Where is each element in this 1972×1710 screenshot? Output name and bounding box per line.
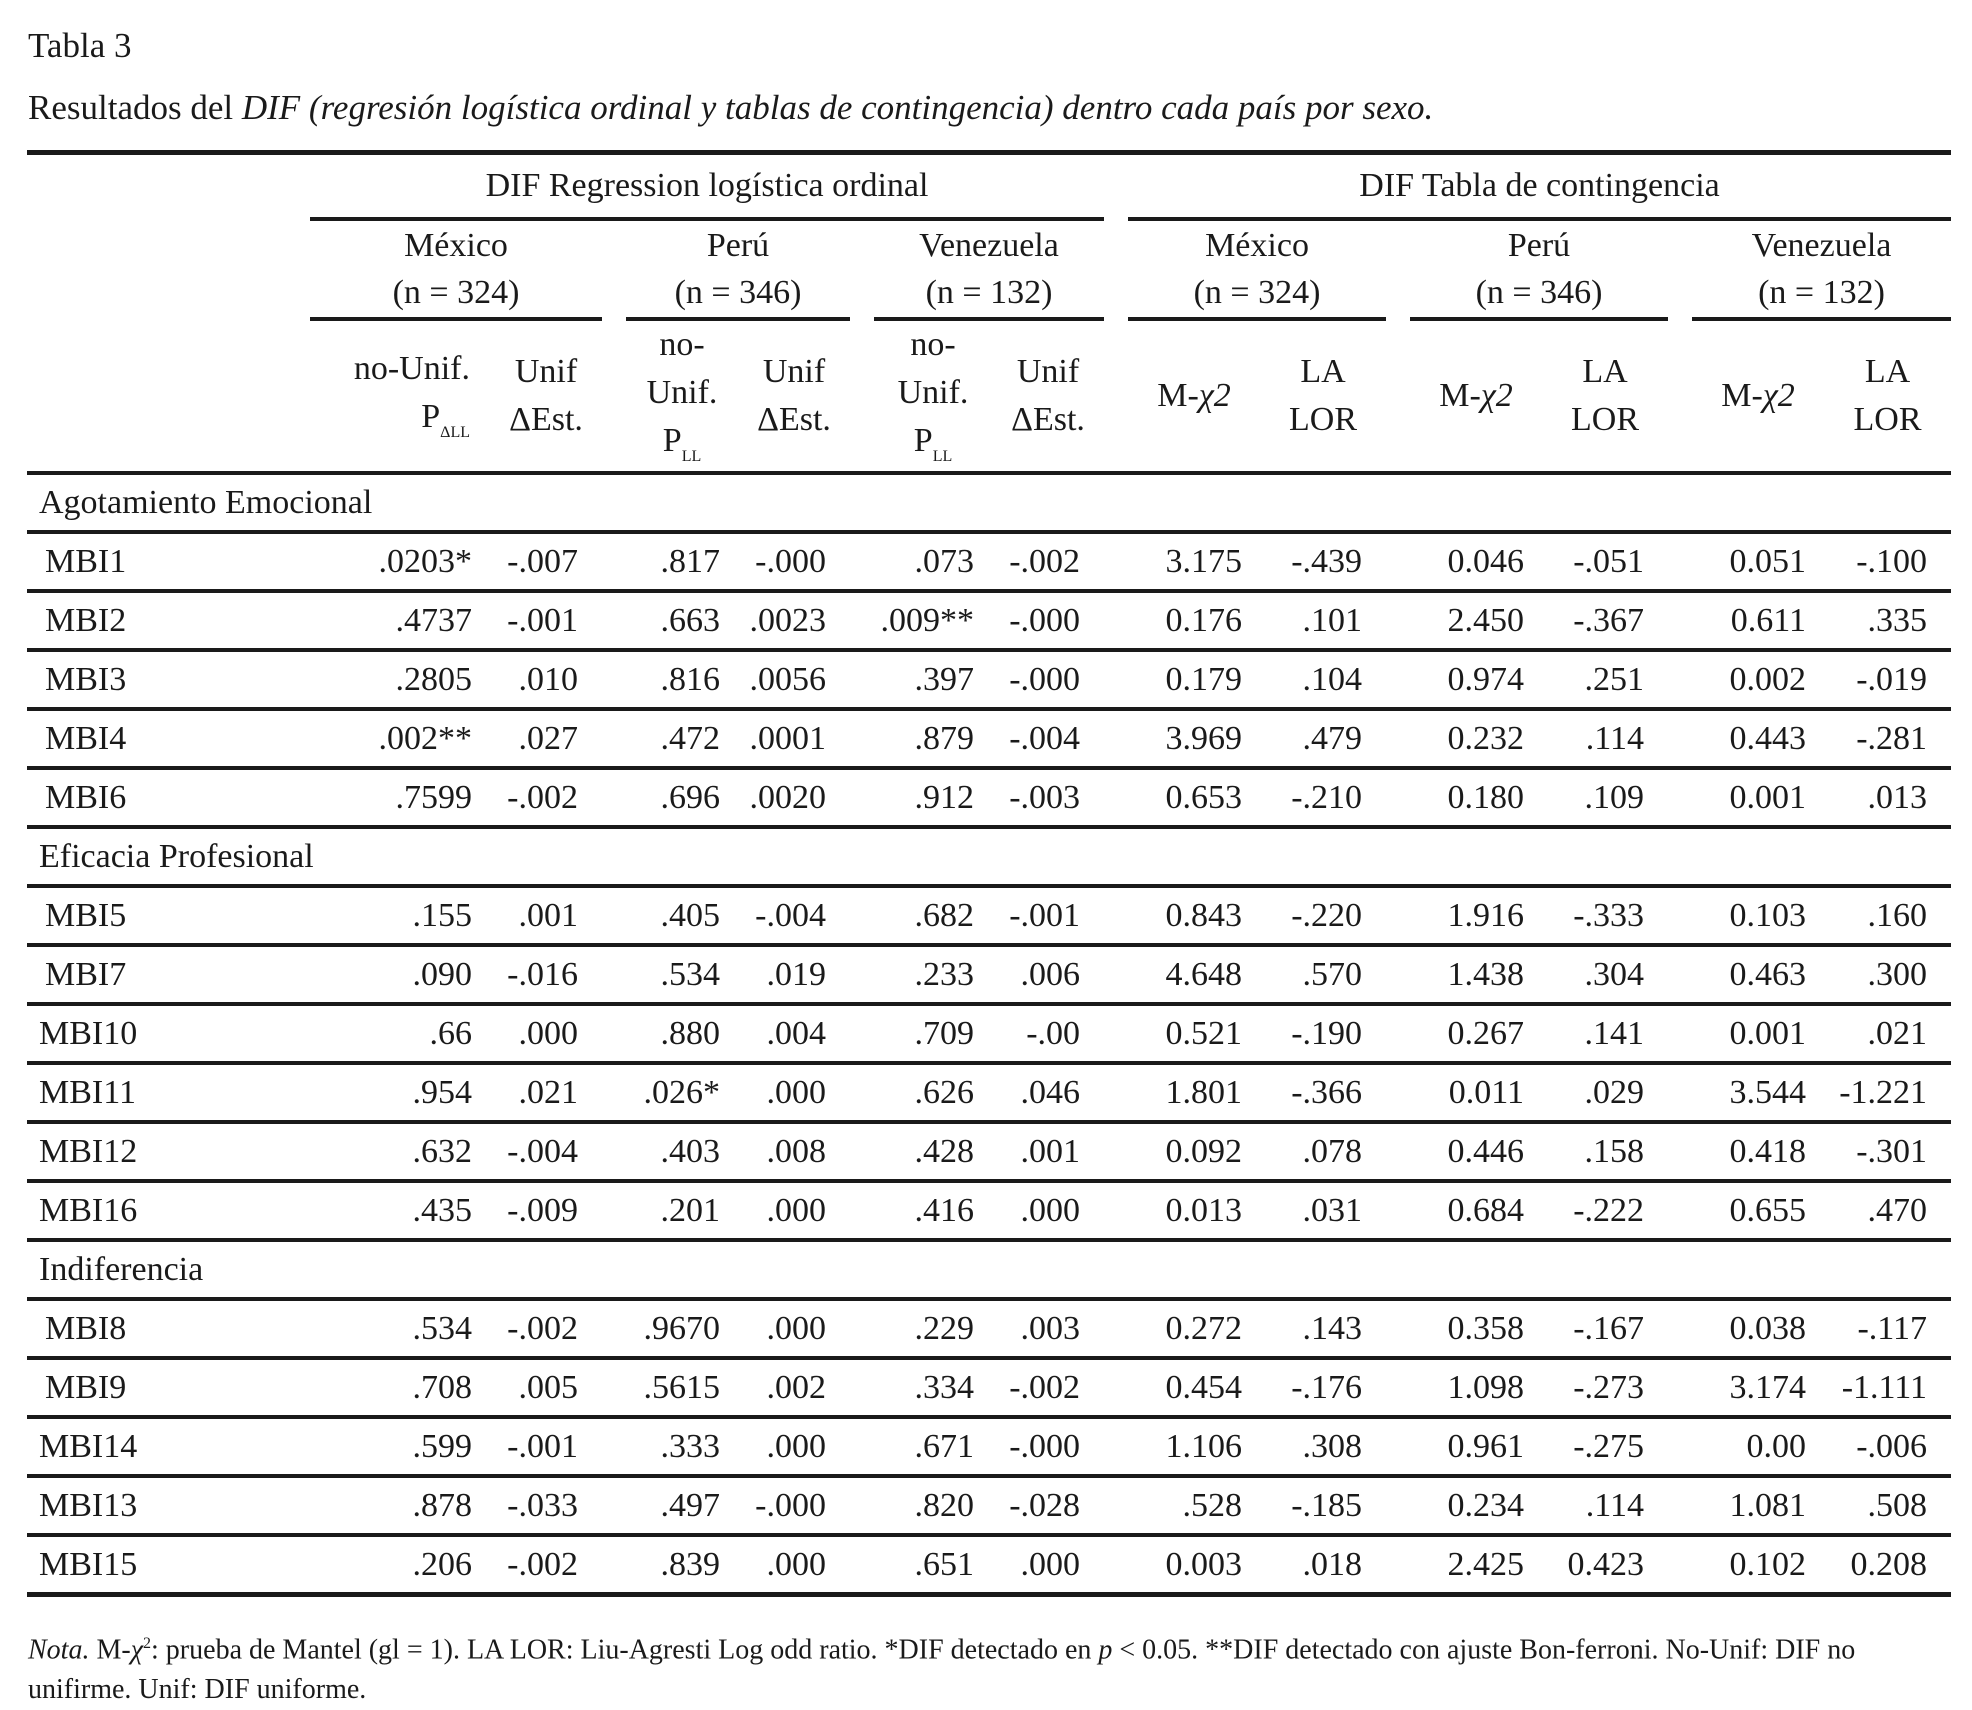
- col-ven-unif: Unif ΔEst.: [1011, 353, 1085, 438]
- table-cell: 0.001: [1692, 768, 1824, 827]
- table-cell: 2.450: [1410, 591, 1542, 650]
- table-cell: .839: [626, 1535, 738, 1595]
- table-note: Nota. $M-\chi^2$: prueba de Mantel (gl = 1). LA LOR: Liu-Agresti Log odd ratio. *DIF detectado en p < 0.05. **DIF detectado con ajuste Bon-ferroni. No-Unif: DIF no unifirme. Unif: DIF uniforme.: [28, 1634, 1856, 1706]
- table-cell: 0.454: [1128, 1358, 1260, 1417]
- section-header-row: [27, 473, 1951, 532]
- table-cell: .001: [490, 886, 602, 945]
- item-label: MBI9: [27, 1358, 310, 1417]
- table-cell: 1.916: [1410, 886, 1542, 945]
- table-cell: -.117: [1824, 1299, 1951, 1358]
- table-cell: 0.011: [1410, 1063, 1542, 1122]
- section-label: Eficacia Profesional: [27, 827, 1951, 886]
- table-cell: 0.234: [1410, 1476, 1542, 1535]
- table-cell: -.002: [490, 1535, 602, 1595]
- table-cell: .000: [738, 1299, 850, 1358]
- table-cell: .428: [874, 1122, 992, 1181]
- table-cell: .002**: [310, 709, 490, 768]
- table-cell: 0.611: [1692, 591, 1824, 650]
- table-cell: -.016: [490, 945, 602, 1004]
- table-cell: .626: [874, 1063, 992, 1122]
- table-cell: -.100: [1824, 532, 1951, 591]
- table-cell: .817: [626, 532, 738, 591]
- table-cell: 0.046: [1410, 532, 1542, 591]
- item-label: MBI16: [27, 1181, 310, 1240]
- country-header-mexico-reg: México (n = 324): [310, 219, 602, 319]
- table-cell: .878: [310, 1476, 490, 1535]
- table-cell: .696: [626, 768, 738, 827]
- table-cell: .304: [1542, 945, 1668, 1004]
- table-cell: -.006: [1824, 1417, 1951, 1476]
- table-cell: .879: [874, 709, 992, 768]
- table-cell: -.281: [1824, 709, 1951, 768]
- table-cell: -.210: [1260, 768, 1386, 827]
- table-cell: 0.358: [1410, 1299, 1542, 1358]
- table-cell: -.051: [1542, 532, 1668, 591]
- table-cell: 0.00: [1692, 1417, 1824, 1476]
- table-cell: .308: [1260, 1417, 1386, 1476]
- table-cell: .334: [874, 1358, 992, 1417]
- table-cell: -.004: [992, 709, 1104, 768]
- table-cell: .000: [738, 1417, 850, 1476]
- table-cell: .019: [738, 945, 850, 1004]
- table-cell: 0.092: [1128, 1122, 1260, 1181]
- table-cell: .078: [1260, 1122, 1386, 1181]
- table-cell: -.000: [738, 532, 850, 591]
- table-cell: .104: [1260, 650, 1386, 709]
- table-cell: .405: [626, 886, 738, 945]
- table-cell: -.222: [1542, 1181, 1668, 1240]
- table-cell: .632: [310, 1122, 490, 1181]
- table-cell: .9670: [626, 1299, 738, 1358]
- table-row: [27, 1535, 1951, 1595]
- table-row: [27, 1004, 1951, 1063]
- table-cell: .005: [490, 1358, 602, 1417]
- header-column-row: [27, 319, 1951, 473]
- table-cell: 1.081: [1692, 1476, 1824, 1535]
- table-row: [27, 1358, 1951, 1417]
- item-label: MBI6: [27, 768, 310, 827]
- table-cell: .651: [874, 1535, 992, 1595]
- group-header-regression: DIF Regression logística ordinal: [310, 153, 1104, 220]
- table-cell: .000: [490, 1004, 602, 1063]
- table-cell: 0.423: [1542, 1535, 1668, 1595]
- col-per-unif: Unif ΔEst.: [757, 353, 831, 438]
- table-cell: .018: [1260, 1535, 1386, 1595]
- table-cell: 0.176: [1128, 591, 1260, 650]
- table-cell: .416: [874, 1181, 992, 1240]
- table-cell: 0.653: [1128, 768, 1260, 827]
- table-cell: 3.175: [1128, 532, 1260, 591]
- table-cell: 0.684: [1410, 1181, 1542, 1240]
- table-cell: .333: [626, 1417, 738, 1476]
- country-header-mexico-cont: México (n = 324): [1128, 219, 1386, 319]
- table-cell: 0.418: [1692, 1122, 1824, 1181]
- table-cell: .671: [874, 1417, 992, 1476]
- table-cell: -1.221: [1824, 1063, 1951, 1122]
- table-cell: -.220: [1260, 886, 1386, 945]
- table-cell: .000: [992, 1181, 1104, 1240]
- table-row: [27, 886, 1951, 945]
- table-cell: .0001: [738, 709, 850, 768]
- country-header-peru-cont: Perú (n = 346): [1410, 219, 1668, 319]
- col-ven-nonunif: no- Unif. $P_{LL}$: [897, 326, 969, 465]
- table-cell: .000: [738, 1535, 850, 1595]
- table-cell: -.190: [1260, 1004, 1386, 1063]
- table-cell: 1.106: [1128, 1417, 1260, 1476]
- table-cell: .114: [1542, 709, 1668, 768]
- table-cell: 0.463: [1692, 945, 1824, 1004]
- table-cell: .073: [874, 532, 992, 591]
- header-country-row: [27, 219, 1951, 319]
- table-cell: .233: [874, 945, 992, 1004]
- table-cell: -.002: [992, 1358, 1104, 1417]
- table-cell: -.001: [490, 1417, 602, 1476]
- table-cell: .031: [1260, 1181, 1386, 1240]
- col-per-nonunif: no- Unif. $P_{LL}$: [646, 326, 718, 465]
- table-cell: .479: [1260, 709, 1386, 768]
- table-cell: -.000: [738, 1476, 850, 1535]
- table-cell: .820: [874, 1476, 992, 1535]
- table-cell: -.333: [1542, 886, 1668, 945]
- table-cell: .201: [626, 1181, 738, 1240]
- table-cell: .599: [310, 1417, 490, 1476]
- table-cell: .470: [1824, 1181, 1951, 1240]
- table-cell: .880: [626, 1004, 738, 1063]
- table-cell: .397: [874, 650, 992, 709]
- section-header-row: [27, 1240, 1951, 1299]
- table-cell: .008: [738, 1122, 850, 1181]
- table-cell: -.004: [490, 1122, 602, 1181]
- table-cell: 0.180: [1410, 768, 1542, 827]
- table-cell: .000: [738, 1181, 850, 1240]
- table-cell: -.367: [1542, 591, 1668, 650]
- country-header-peru-reg: Perú (n = 346): [626, 219, 850, 319]
- group-header-contingency: DIF Tabla de contingencia: [1128, 153, 1951, 220]
- item-label: MBI10: [27, 1004, 310, 1063]
- table-cell: .682: [874, 886, 992, 945]
- table-cell: .000: [738, 1063, 850, 1122]
- table-row: [27, 1122, 1951, 1181]
- table-cell: .7599: [310, 768, 490, 827]
- table-cell: 1.438: [1410, 945, 1542, 1004]
- table-cell: .002: [738, 1358, 850, 1417]
- table-cell: -.002: [992, 532, 1104, 591]
- table-cell: -.028: [992, 1476, 1104, 1535]
- table-cell: 0.267: [1410, 1004, 1542, 1063]
- item-label: MBI2: [27, 591, 310, 650]
- table-cell: .335: [1824, 591, 1951, 650]
- table-cell: .912: [874, 768, 992, 827]
- table-cell: 0.443: [1692, 709, 1824, 768]
- item-label: MBI1: [27, 532, 310, 591]
- item-label: MBI12: [27, 1122, 310, 1181]
- table-body: [27, 473, 1951, 1595]
- table-cell: .534: [310, 1299, 490, 1358]
- table-cell: .026*: [626, 1063, 738, 1122]
- table-cell: .206: [310, 1535, 490, 1595]
- table-cell: 0.446: [1410, 1122, 1542, 1181]
- table-cell: .300: [1824, 945, 1951, 1004]
- table-cell: -.167: [1542, 1299, 1668, 1358]
- table-cell: -.007: [490, 532, 602, 591]
- col-mex-lalor: LA LOR: [1289, 353, 1358, 438]
- table-cell: -.275: [1542, 1417, 1668, 1476]
- country-header-venezuela-reg: Venezuela (n = 132): [874, 219, 1104, 319]
- table-row: [27, 650, 1951, 709]
- table-cell: .435: [310, 1181, 490, 1240]
- item-label: MBI5: [27, 886, 310, 945]
- table-cell: 0.232: [1410, 709, 1542, 768]
- table-cell: .143: [1260, 1299, 1386, 1358]
- table-cell: .029: [1542, 1063, 1668, 1122]
- table-cell: -.033: [490, 1476, 602, 1535]
- table-cell: -.176: [1260, 1358, 1386, 1417]
- table-cell: .006: [992, 945, 1104, 1004]
- table-cell: .021: [490, 1063, 602, 1122]
- table-cell: 2.425: [1410, 1535, 1542, 1595]
- table-cell: 3.544: [1692, 1063, 1824, 1122]
- header-group-row: [27, 153, 1951, 220]
- item-label: MBI7: [27, 945, 310, 1004]
- country-header-venezuela-cont: Venezuela (n = 132): [1692, 219, 1951, 319]
- table-cell: .251: [1542, 650, 1668, 709]
- table-cell: .4737: [310, 591, 490, 650]
- section-header-row: [27, 827, 1951, 886]
- table-cell: -.185: [1260, 1476, 1386, 1535]
- table-cell: 3.969: [1128, 709, 1260, 768]
- header-empty: [27, 153, 310, 220]
- table-cell: .0056: [738, 650, 850, 709]
- table-row: [27, 1181, 1951, 1240]
- table-cell: -.439: [1260, 532, 1386, 591]
- table-cell: .954: [310, 1063, 490, 1122]
- table-cell: .708: [310, 1358, 490, 1417]
- table-cell: .66: [310, 1004, 490, 1063]
- table-cell: .2805: [310, 650, 490, 709]
- table-cell: .0023: [738, 591, 850, 650]
- item-label: MBI8: [27, 1299, 310, 1358]
- table-cell: -.001: [992, 886, 1104, 945]
- table-cell: -.000: [992, 1417, 1104, 1476]
- table-cell: .003: [992, 1299, 1104, 1358]
- table-cell: .090: [310, 945, 490, 1004]
- col-ven-lalor: LA LOR: [1853, 353, 1922, 438]
- table-cell: 0.521: [1128, 1004, 1260, 1063]
- table-row: [27, 591, 1951, 650]
- table-cell: .403: [626, 1122, 738, 1181]
- table-cell: 0.051: [1692, 532, 1824, 591]
- dif-results-table: [27, 150, 1951, 1597]
- table-title-plain: Resultados del: [28, 88, 242, 127]
- table-cell: .472: [626, 709, 738, 768]
- table-cell: .229: [874, 1299, 992, 1358]
- table-cell: .109: [1542, 768, 1668, 827]
- table-cell: -.366: [1260, 1063, 1386, 1122]
- table-cell: -.001: [490, 591, 602, 650]
- table-row: [27, 1476, 1951, 1535]
- table-cell: 0.103: [1692, 886, 1824, 945]
- table-cell: .497: [626, 1476, 738, 1535]
- table-cell: .158: [1542, 1122, 1668, 1181]
- item-label: MBI13: [27, 1476, 310, 1535]
- table-cell: .004: [738, 1004, 850, 1063]
- section-label: Indiferencia: [27, 1240, 1951, 1299]
- table-cell: -.000: [992, 591, 1104, 650]
- table-cell: .046: [992, 1063, 1104, 1122]
- table-cell: -.273: [1542, 1358, 1668, 1417]
- col-mex-unif: Unif ΔEst.: [509, 353, 583, 438]
- section-label: Agotamiento Emocional: [27, 473, 1951, 532]
- table-cell: .570: [1260, 945, 1386, 1004]
- table-row: [27, 709, 1951, 768]
- table-cell: .528: [1128, 1476, 1260, 1535]
- table-cell: .155: [310, 886, 490, 945]
- table-title-italic: DIF (regresión logística ordinal y tablas de contingencia) dentro cada país por sexo.: [241, 88, 1434, 127]
- table-cell: 0.003: [1128, 1535, 1260, 1595]
- table-cell: -.301: [1824, 1122, 1951, 1181]
- table-cell: .101: [1260, 591, 1386, 650]
- table-cell: -.00: [992, 1004, 1104, 1063]
- table-row: [27, 1299, 1951, 1358]
- table-cell: 0.208: [1824, 1535, 1951, 1595]
- table-cell: -.009: [490, 1181, 602, 1240]
- table-cell: .534: [626, 945, 738, 1004]
- table-cell: .001: [992, 1122, 1104, 1181]
- table-row: [27, 768, 1951, 827]
- table-cell: .000: [992, 1535, 1104, 1595]
- table-cell: -.019: [1824, 650, 1951, 709]
- table-cell: .709: [874, 1004, 992, 1063]
- table-cell: 0.974: [1410, 650, 1542, 709]
- table-cell: 0.102: [1692, 1535, 1824, 1595]
- item-label: MBI4: [27, 709, 310, 768]
- table-cell: -.000: [992, 650, 1104, 709]
- table-cell: 0.272: [1128, 1299, 1260, 1358]
- table-cell: .0203*: [310, 532, 490, 591]
- table-cell: .027: [490, 709, 602, 768]
- table-cell: .816: [626, 650, 738, 709]
- table-cell: .021: [1824, 1004, 1951, 1063]
- table-cell: .141: [1542, 1004, 1668, 1063]
- table-cell: .5615: [626, 1358, 738, 1417]
- table-cell: 3.174: [1692, 1358, 1824, 1417]
- table-cell: .508: [1824, 1476, 1951, 1535]
- col-mex-nonunif: no-Unif. $P_{\Delta LL}$: [353, 350, 470, 441]
- table-cell: .663: [626, 591, 738, 650]
- table-cell: 1.801: [1128, 1063, 1260, 1122]
- table-cell: .160: [1824, 886, 1951, 945]
- table-cell: .009**: [874, 591, 992, 650]
- item-label: MBI3: [27, 650, 310, 709]
- table-row: [27, 945, 1951, 1004]
- table-cell: 0.961: [1410, 1417, 1542, 1476]
- table-row: [27, 532, 1951, 591]
- col-ven-mchi2: M-χ2: [1721, 377, 1795, 414]
- table-cell: 0.002: [1692, 650, 1824, 709]
- table-label: Tabla 3: [28, 26, 132, 65]
- table-cell: 0.655: [1692, 1181, 1824, 1240]
- table-cell: .013: [1824, 768, 1951, 827]
- table-cell: -.003: [992, 768, 1104, 827]
- item-label: MBI14: [27, 1417, 310, 1476]
- table-cell: 0.843: [1128, 886, 1260, 945]
- table-cell: .0020: [738, 768, 850, 827]
- table-cell: -.004: [738, 886, 850, 945]
- item-label: MBI15: [27, 1535, 310, 1595]
- table-cell: .114: [1542, 1476, 1668, 1535]
- table-cell: 0.179: [1128, 650, 1260, 709]
- col-mex-mchi2: M-χ2: [1157, 377, 1231, 414]
- item-label: MBI11: [27, 1063, 310, 1122]
- table-row: [27, 1417, 1951, 1476]
- table-title: [28, 86, 1433, 130]
- col-per-lalor: LA LOR: [1571, 353, 1640, 438]
- table-cell: -.002: [490, 768, 602, 827]
- table-cell: .010: [490, 650, 602, 709]
- col-per-mchi2: M-χ2: [1439, 377, 1513, 414]
- table-row: [27, 1063, 1951, 1122]
- table-cell: 0.038: [1692, 1299, 1824, 1358]
- table-cell: 0.001: [1692, 1004, 1824, 1063]
- table-cell: -.002: [490, 1299, 602, 1358]
- table-cell: 0.013: [1128, 1181, 1260, 1240]
- table-cell: -1.111: [1824, 1358, 1951, 1417]
- table-cell: 1.098: [1410, 1358, 1542, 1417]
- table-cell: 4.648: [1128, 945, 1260, 1004]
